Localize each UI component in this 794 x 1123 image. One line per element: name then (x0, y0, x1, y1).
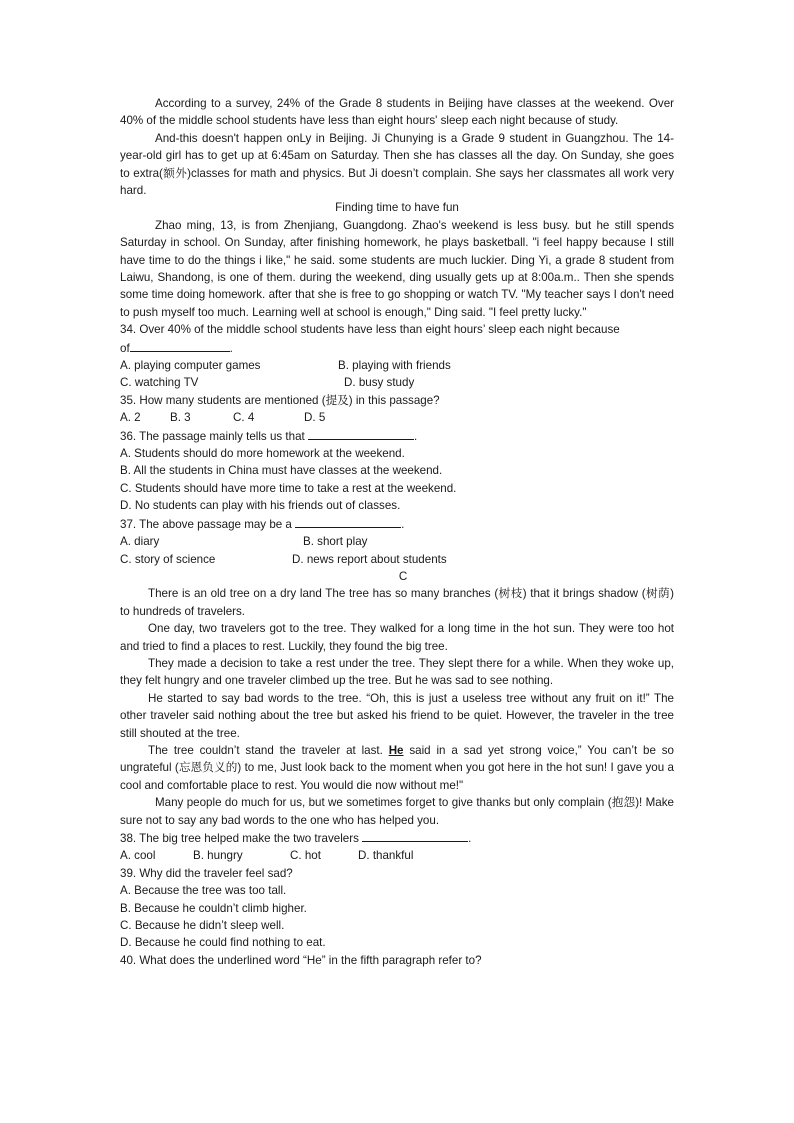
blank-period: . (468, 831, 472, 845)
passage-c-heading: C (398, 569, 408, 583)
exam-page (120, 95, 674, 969)
question-35-option-b: B. 3 (170, 411, 191, 425)
question-36-option-b: B. All the students in China must have classes at the weekend. (120, 464, 443, 478)
question-35-option-d: D. 5 (304, 411, 326, 425)
question-39-option-d: D. Because he could find nothing to eat. (120, 936, 326, 950)
question-38-stem: 38. The big tree helped make the two travelers (120, 831, 359, 845)
question-37-stem-line (120, 515, 674, 533)
question-34-stem-end (120, 339, 674, 357)
question-34-of: of (120, 341, 130, 355)
question-39 (120, 865, 674, 952)
question-34-option-d: D. busy study (344, 376, 415, 390)
passage-b-paragraph-3: Zhao ming, 13, is from Zhenjiang, Guangdong. Zhao's weekend is less busy. but he still spends Saturday in school. On Sunday, after finishing homework, he plays basketball. "i feel happy because I still have time to do the things i like," he said. some students are much luckier. Ding Yi, a grade 8 student from Laiwu, Shandong, is one of them. during the weekend, ding usually gets up at 8:00a.m.. Then she spends some time doing homework. after that she is free to go shopping or watch TV. "My teacher says I don't need to push myself too much. Learning well at school is enough," Ding said. "I feel pretty lucky." (120, 218, 674, 319)
question-38 (120, 829, 674, 865)
answer-blank (308, 427, 414, 440)
question-35-option-c: C. 4 (233, 411, 255, 425)
underlined-word-he: He (388, 743, 404, 757)
passage-c-paragraph-4: He started to say bad words to the tree. “Oh, this is just a useless tree without any fruit on it!” The other traveler said nothing about the tree but asked his friend to be quiet. However, the traveler in the tree still shouted at the tree. (120, 691, 674, 740)
question-34-stem: 34. Over 40% of the middle school students have less than eight hours’ sleep each night because (120, 323, 620, 337)
question-38-options (120, 847, 674, 864)
blank-period: . (229, 341, 233, 355)
question-40-stem: 40. What does the underlined word “He” in the fifth paragraph refer to? (120, 953, 482, 967)
passage-c-paragraph-1: There is an old tree on a dry land The tree has so many branches (树枝) that it brings shadow (树荫) to hundreds of travelers. (120, 587, 674, 618)
question-35-option-a: A. 2 (120, 411, 141, 425)
question-34-option-b: B. playing with friends (338, 359, 451, 373)
question-39-option-b: B. Because he couldn’t climb higher. (120, 901, 307, 915)
question-35-stem: 35. How many students are mentioned (提及) in this passage? (120, 393, 440, 407)
question-38-stem-line (120, 829, 674, 847)
question-38-option-a: A. cool (120, 849, 156, 863)
passage-b-paragraph-1: According to a survey, 24% of the Grade 8 students in Beijing have classes at the weekend. Over 40% of the middle school students have less than eight hours' sleep each night because of study. (120, 97, 674, 128)
passage-c-paragraph-6: Many people do much for us, but we sometimes forget to give thanks but only complain (抱怨)! Make sure not to say any bad words to the one who has helped you. (120, 796, 674, 827)
question-37-option-b: B. short play (303, 535, 368, 549)
question-35-options (120, 409, 674, 426)
question-37-option-d: D. news report about students (292, 552, 447, 566)
question-37-options-row-1 (120, 533, 674, 550)
question-39-option-a: A. Because the tree was too tall. (120, 884, 287, 898)
question-38-option-c: C. hot (290, 849, 321, 863)
question-36-option-c: C. Students should have more time to take a rest at the weekend. (120, 481, 457, 495)
question-36 (120, 427, 674, 515)
question-37-options-row-2 (120, 551, 674, 568)
question-37-option-c: C. story of science (120, 552, 216, 566)
question-37-option-a: A. diary (120, 535, 160, 549)
passage-b-subtitle: Finding time to have fun (335, 201, 459, 215)
question-36-stem-line (120, 427, 674, 445)
question-37-stem: 37. The above passage may be a (120, 517, 292, 531)
question-34 (120, 321, 674, 392)
question-34-options-row-1 (120, 357, 674, 374)
question-37 (120, 515, 674, 568)
passage-c-paragraph-5 (120, 742, 674, 794)
paragraph-5-text-before: The tree couldn’t stand the traveler at last. (148, 743, 383, 757)
question-38-option-d: D. thankful (358, 849, 414, 863)
question-34-option-a: A. playing computer games (120, 359, 261, 373)
question-36-option-a: A. Students should do more homework at the weekend. (120, 447, 405, 461)
question-39-stem: 39. Why did the traveler feel sad? (120, 866, 293, 880)
passage-b-paragraph-2: And-this doesn't happen onLy in Beijing. Ji Chunying is a Grade 9 student in Guangzhou. The 14-year-old girl has to get up at 6:45am on Saturday. Then she has classes all the day. On Sunday, she goes to extra(额外)classes for math and physics. But Ji doesn’t complain. She says her classmates all work very hard. (120, 131, 674, 198)
answer-blank (130, 339, 230, 352)
blank-period: . (413, 429, 418, 443)
question-35 (120, 392, 674, 427)
passage-c-paragraph-2: One day, two travelers got to the tree. They walked for a long time in the hot sun. They were too hot and tried to find a places to rest. Luckily, they found the big tree. (120, 622, 674, 653)
answer-blank (295, 515, 401, 528)
passage-c-paragraph-3: They made a decision to take a rest under the tree. They slept there for a while. When they woke up, they felt hungry and one traveler climbed up the tree. But he was sad to see nothing. (120, 656, 674, 688)
paragraph-5-text-after: said in a sad yet strong voice,” You can’t be so ungrateful (忘恩负义的) to me, Just look back to the moment when you got here in the hot sun! I gave you a cool and comfortable place to rest. You would die now without me!" (120, 743, 674, 792)
blank-period: . (401, 517, 405, 531)
question-34-options-row-2 (120, 374, 674, 391)
question-36-stem: 36. The passage mainly tells us that (120, 429, 305, 443)
question-38-option-b: B. hungry (193, 849, 243, 863)
question-39-option-c: C. Because he didn’t sleep well. (120, 919, 285, 932)
answer-blank (362, 829, 468, 842)
question-34-option-c: C. watching TV (120, 376, 199, 390)
question-36-option-d: D. No students can play with his friends out of classes. (120, 499, 401, 513)
